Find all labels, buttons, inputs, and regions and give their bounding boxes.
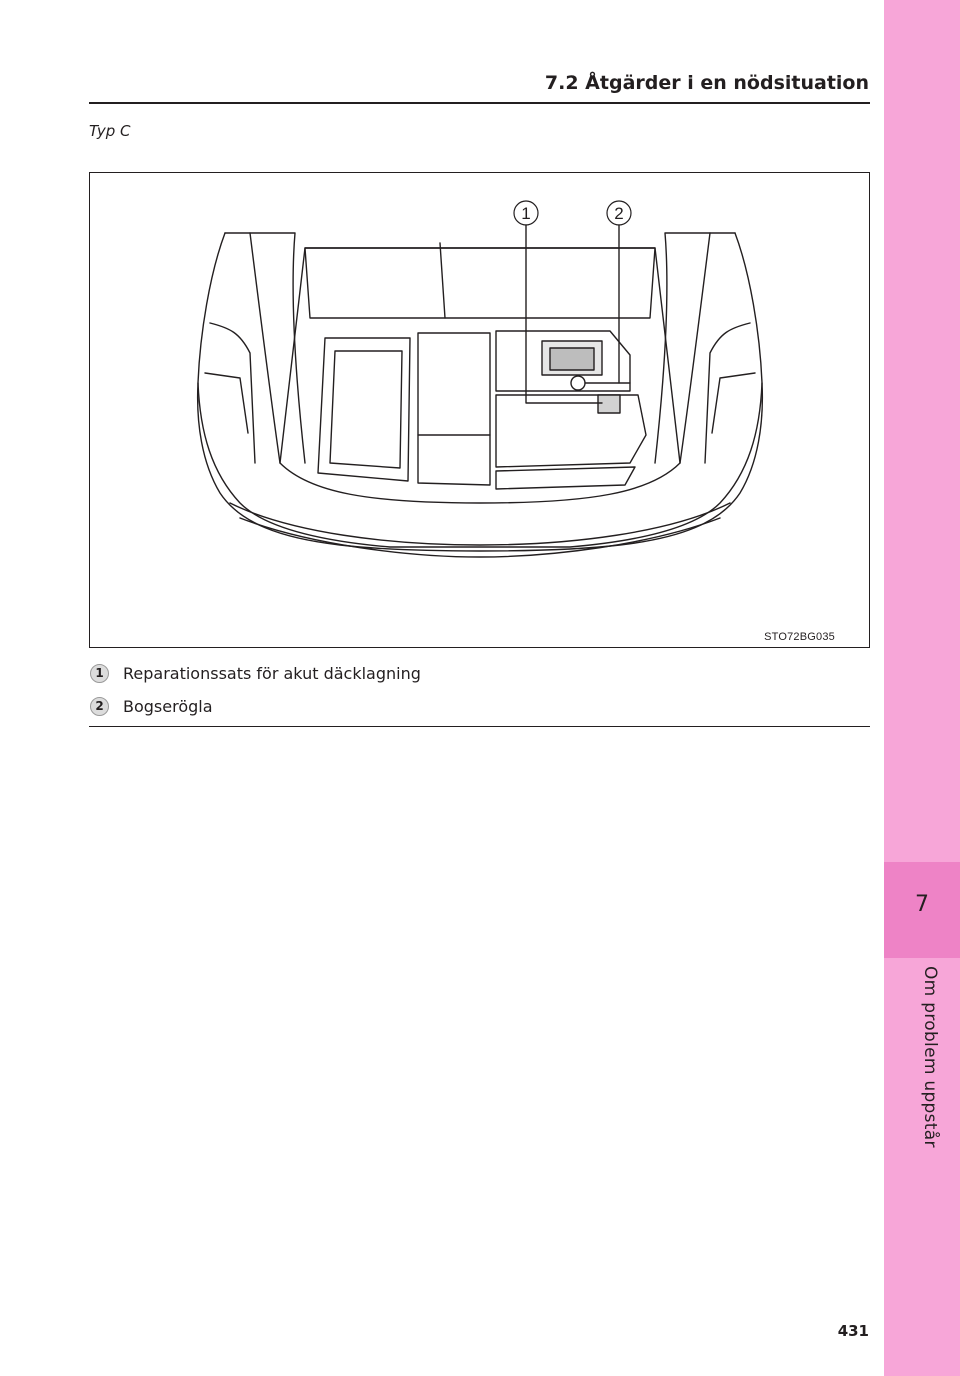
legend-text: Reparationssats för akut däcklagning <box>123 663 421 683</box>
legend-number-badge: 2 <box>90 697 109 716</box>
trunk-illustration <box>90 173 869 647</box>
legend-number-badge: 1 <box>90 664 109 683</box>
header-rule <box>89 102 870 104</box>
page-number: 431 <box>837 1322 869 1340</box>
header-section-title: 7.2 Åtgärder i en nödsituation <box>544 72 869 94</box>
figure-code: STO72BG035 <box>764 631 835 643</box>
legend-item-2 <box>90 695 213 717</box>
figure-subtitle: Typ C <box>89 122 131 140</box>
callout-label-2: 2 <box>614 204 624 223</box>
chapter-side-tab <box>884 0 960 1376</box>
legend-item-1 <box>90 662 421 684</box>
legend-rule <box>89 726 870 727</box>
legend-text: Bogserögla <box>123 696 213 716</box>
chapter-number: 7 <box>915 892 929 917</box>
figure-frame <box>89 172 870 648</box>
chapter-title: Om problem uppstår <box>920 966 940 1148</box>
callout-label-1: 1 <box>521 204 531 223</box>
